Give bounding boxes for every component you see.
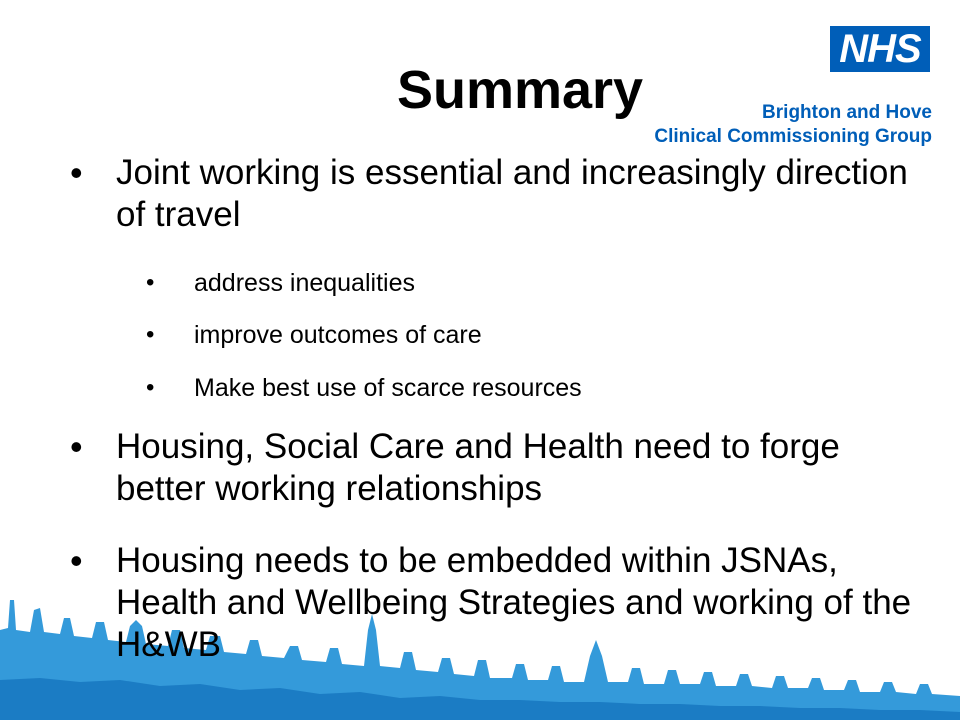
bullet-text: Joint working is essential and increasingly direction of travel — [116, 153, 908, 234]
bullet-text: Housing, Social Care and Health need to forge better working relationships — [116, 427, 840, 508]
bullet-glyph: • — [146, 269, 155, 296]
org-name-line-2: Clinical Commissioning Group — [654, 126, 932, 147]
bullet-text: improve outcomes of care — [194, 321, 482, 349]
bullet-glyph: • — [70, 540, 83, 581]
bullet-text: address inequalities — [194, 269, 415, 297]
bullet-glyph: • — [146, 374, 155, 401]
bullet-glyph: • — [70, 152, 83, 193]
org-name-line-1: Brighton and Hove — [762, 102, 932, 123]
nhs-logo: NHS — [830, 26, 930, 72]
bullet-glyph: • — [146, 321, 155, 348]
bullet-text: Housing needs to be embedded within JSNAs, Health and Wellbeing Strategies and working of the H&WB — [116, 541, 912, 664]
slide-title: Summary — [396, 60, 644, 120]
bullet-glyph: • — [70, 426, 83, 467]
bullet-text: Make best use of scarce resources — [194, 374, 582, 402]
